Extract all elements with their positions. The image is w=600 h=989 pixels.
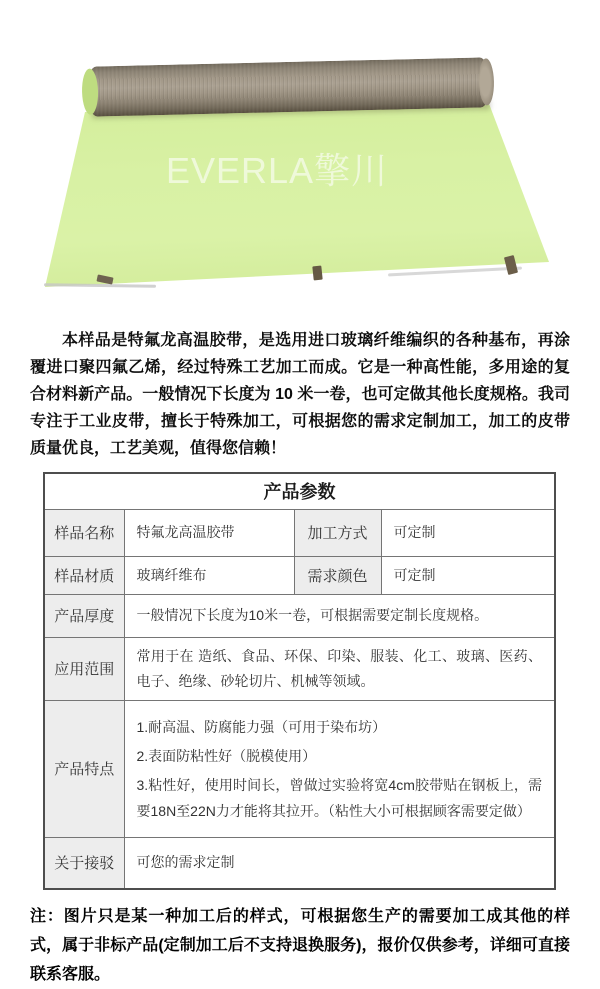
feature-line: 2.表面防粘性好（脱模使用）	[136, 747, 317, 764]
param-value: 常用于在 造纸、食品、环保、印染、服装、化工、玻璃、医药、电子、绝缘、砂轮切片、机械等领域。	[124, 637, 555, 700]
param-label: 产品厚度	[44, 594, 124, 637]
table-row-name	[44, 509, 555, 556]
table-row-splice	[44, 837, 555, 889]
feature-line: 3.粘性好，使用时间长，曾做过实验将宽4cm胶带贴在钢板上，需要18N至22N力才能将其拉开。（粘性大小可根据顾客需要定做）	[136, 776, 542, 819]
note-text: 注：图片只是某一种加工后的样式，可根据您生产的需要加工成其他的样式，属于非标产品(定制加工后不支持退换服务)，报价仅供参考，详细可直接联系客服。	[30, 908, 570, 983]
param-value: 一般情况下长度为10米一卷，可根据需要定制长度规格。	[124, 594, 555, 637]
param-value: 特氟龙高温胶带	[124, 509, 294, 556]
param-value: 可定制	[381, 556, 555, 594]
table-row-features	[44, 700, 555, 837]
tape-roll	[86, 57, 490, 116]
product-description: 本样品是特氟龙高温胶带，是选用进口玻璃纤维编织的各种基布，再涂覆进口聚四氟乙烯，经过特殊工艺加工而成。它是一种高性能，多用途的复合材料新产品。一般情况下长度为 10 米一卷，也可定做其他长度规格。我司专注于工业皮带，擅长于特殊加工，可根据您的需求定制加工，加工的皮带质量优良，工艺美观，值得您信赖！	[30, 332, 570, 457]
table-row-scope	[44, 637, 555, 700]
param-label: 关于接驳	[44, 837, 124, 889]
watermark-text: EVERLA擎川	[166, 150, 389, 191]
tape-clip	[312, 266, 322, 281]
param-label: 产品特点	[44, 700, 124, 837]
param-label: 样品名称	[44, 509, 124, 556]
param-label: 样品材质	[44, 556, 124, 594]
product-params-table	[43, 472, 556, 890]
param-label: 应用范围	[44, 637, 124, 700]
param-value	[124, 700, 555, 837]
param-label: 需求颜色	[294, 556, 381, 594]
param-value: 可定制	[381, 509, 555, 556]
table-title: 产品参数	[44, 473, 555, 509]
param-value: 可您的需求定制	[124, 837, 555, 889]
param-value: 玻璃纤维布	[124, 556, 294, 594]
table-row-thickness	[44, 594, 555, 637]
table-title-row	[44, 473, 555, 509]
table-row-material	[44, 556, 555, 594]
param-label: 加工方式	[294, 509, 381, 556]
feature-line: 1.耐高温、防腐能力强（可用于染布坊）	[136, 718, 387, 735]
sheet-edge-shadow	[44, 283, 156, 288]
product-photo	[0, 0, 600, 305]
